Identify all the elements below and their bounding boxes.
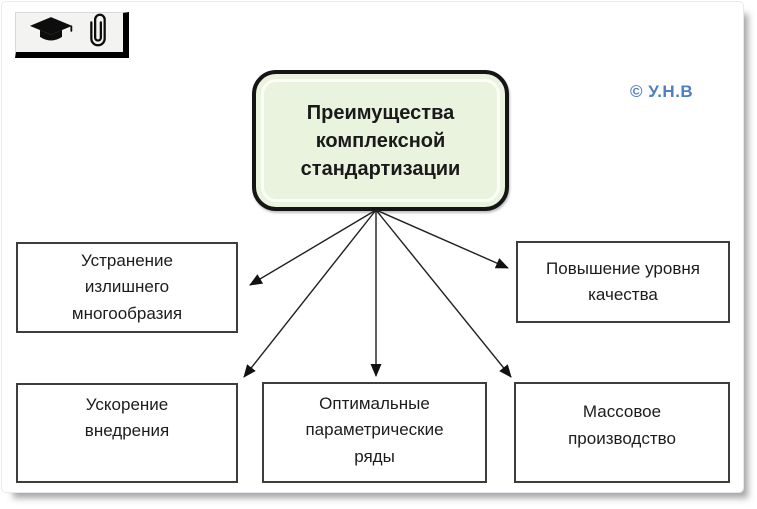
node-elimination bbox=[16, 242, 238, 333]
node-acceleration bbox=[16, 383, 238, 483]
diagram-root-label: Преимущества комплексной стандартизации bbox=[300, 101, 461, 180]
node-mass-production-label: Массовое производство bbox=[568, 402, 676, 448]
diagram-root-node bbox=[252, 70, 509, 211]
toolbar bbox=[15, 12, 129, 58]
paperclip-button[interactable] bbox=[86, 10, 110, 55]
node-mass-production bbox=[514, 382, 730, 483]
node-quality bbox=[516, 241, 730, 323]
paperclip-icon bbox=[86, 10, 110, 55]
node-parametric bbox=[262, 382, 487, 483]
node-elimination-label: Устранение излишнего многообразия bbox=[71, 250, 183, 323]
node-acceleration-label: Ускорение внедрения bbox=[84, 394, 170, 440]
diagram-canvas bbox=[1, 1, 744, 493]
watermark-copyright: © У.Н.В bbox=[630, 82, 694, 101]
graduation-cap-icon bbox=[29, 16, 73, 49]
node-parametric-label: Оптимальные параметрические ряды bbox=[305, 393, 444, 466]
node-quality-label: Повышение уровня качества bbox=[546, 258, 700, 304]
graduation-cap-button[interactable] bbox=[29, 16, 73, 49]
diagram-root-inner-border bbox=[261, 79, 500, 202]
